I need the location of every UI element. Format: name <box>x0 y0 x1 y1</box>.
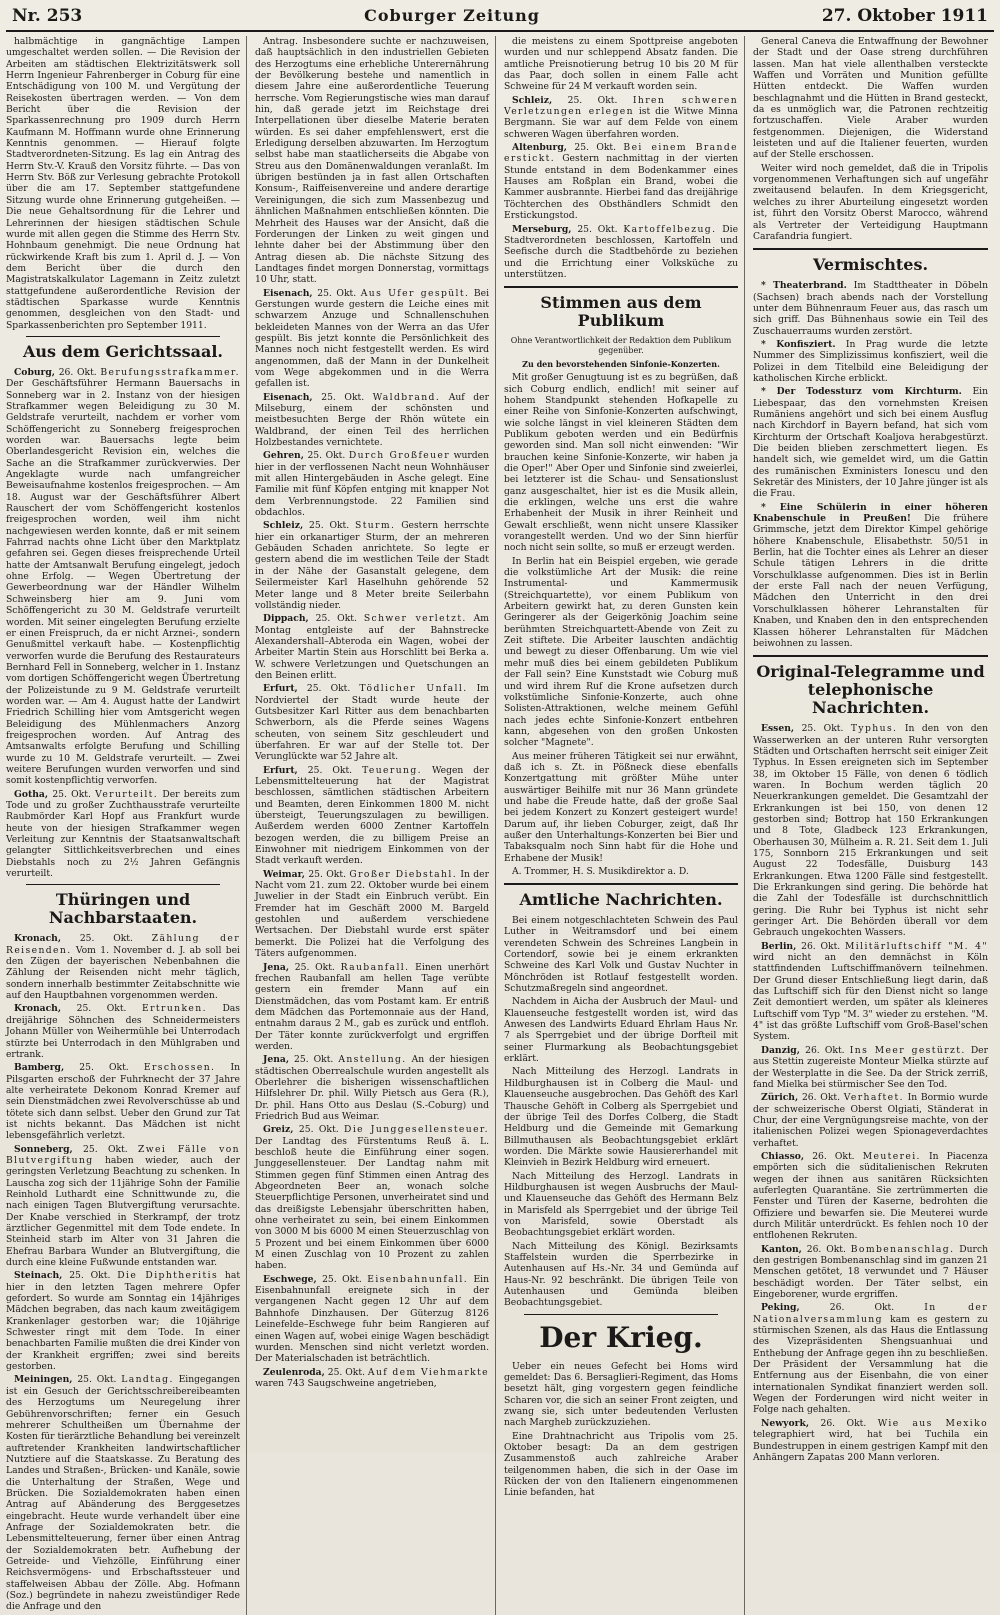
article-dateline: Merseburg, <box>512 223 572 235</box>
war-articles <box>504 1361 738 1499</box>
article <box>6 789 240 880</box>
article-text: In Prag wurde die letzte Nummer des Simplizissimus konfisziert, weil die Polizei in dem Titelbild eine Beleidigung der katholischen Kirche erblickt. <box>753 338 988 384</box>
article-text: Bei Gerstungen wurde gestern die Leiche eines mit schwarzem Anzuge und Schnallenschuhen bekleideten Mannes von der Werra an das Ufer gespült. Bis jetzt konnte die Persönlichkeit des Mannes noch nicht festgestellt werden. Es wird angenommen, daß der Mann in der Dunkelheit vom Wege abgekommen und in die Werra gefallen ist. <box>255 287 490 390</box>
article-date: 25. Okt. <box>79 933 133 945</box>
article-date: 25. Okt. <box>306 683 351 695</box>
regional-articles-continued <box>255 288 489 1390</box>
article-date: 25. Okt. <box>307 450 346 462</box>
article-date: 26. Okt. <box>820 1417 867 1429</box>
article-text: In den von den Wasserwerken an der unteren Ruhr versorgten Städten und Ortschaften herrscht seit einiger Zeit Typhus. In Essen ereigneten sich im September 38, im Oktober 15 Fälle, von denen 6 tödlich waren. In Bochum werden täglich 20 Neuerkrankungen gemeldet. Die Gesamtzahl der Erkrankungen ist bei 150, von denen 12 gestorben sind; Bottrop hat 150 Erkrankungen und 8 Tote, Gladbeck 123 Erkrankungen, Oberhausen 30, Mülheim a. R. 21. Seit dem 1. Juli 175, Sonnborn 215 Erkrankungen und seit August 22 Todesfälle, Duisburg 143 Erkrankungen. Etwa 1200 Fälle sind festgestellt. Die Erkrankungen sind gering. Die behörde hat die Zahl der Todesfälle ist durchschnittlich gering. Die Ruhr bei Typhus ist nicht sehr geringer Art. Die Behörden überall vor dem Gebrauch ungekochten Wassers. <box>753 723 989 939</box>
article-dateline: Danzig, <box>761 1044 800 1056</box>
article-text: Der Landtag des Fürstentums Reuß ä. L. beschloß heute die Einführung einer sogen. Junggesellensteuer. Der Landtag nahm mit Stimmen gegen fünf Stimmen einen Antrag des Abgeordneten Beer an, wonach solche Steuerpflichtige Personen, unverheiratet sind und das dreißigste Lebensjahr überschritten haben, ohne verheiratet zu sein, bei einem Einkommen von 3000 M bis 6000 M einen Steuerzuschlag von 5 Prozent und bei einem Einkommen über 6000 M einen Zuschlag von 10 Prozent zu zahlen haben. <box>255 1135 489 1272</box>
paragraph: Nach Mitteilung des Königl. Bezirksamts Staffelstein wurden die Sperrbezirke in Autenhausen auf Hs.-Nr. 34 und Gemünda auf Haus-Nr. 92 beschränkt. Die übrigen Teile von Autenhausen und Gemünda bleiben Beobachtungsgebiet. <box>504 1240 738 1309</box>
paragraph: Nach Mitteilung des Herzogl. Landrats in Hildburghausen ist in Colberg die Maul- und Klauenseuche ausgebrochen. Das Gehöft des Karl Thausche Gehöft in Colberg als Sperrgebiet und der übrige Teil des Dorfes Colberg, die Stadt Heldburg und die Gemeinde mit Gemarkung Billmuthausen als Beobachtungsgebiet erklärt worden. Die Märkte sowie Hausiererhandel mit Kleinvieh in Bezirk Heldburg wird erneuert. <box>504 1066 738 1169</box>
paragraph: Mit großer Genugtuung ist es zu begrüßen, daß sich Coburg endlich, endlich! mit seiner auf hohem Standpunkt stehenden Hofkapelle zu einer Reihe von Sinfonie-Konzerten aufschwingt, wie solche längst in viel kleineren Städten dem Publikum geboten werden und ein Bedürfnis geworden sind. Man soll nicht einwenden: "Wir brauchen keine Sinfonie-Konzerte, wir haben ja die Oper!" Aber Oper und Sinfonie sind zweierlei, bei letzterer ist die Schau- und Sensationslust ganz ausgeschaltet, hier ist es die Musik allein, die erklingen, welche uns erst die wahre Erhabenheit der Musik in ihrer Reinheit und Gewalt erschließt, wenn nicht unsere Klassiker vorangestellt werden. Und wo der Sinn hierfür noch nicht sein sollte, so muß er erzeugt werden. <box>504 372 738 554</box>
article-dateline: Gotha, <box>14 788 49 800</box>
article-dateline: * Theaterbrand. <box>761 280 847 292</box>
article-keyword: Landtag. <box>121 1374 174 1386</box>
article-text: Gestern nachmittag in der vierten Stunde entstand in dem Bodenkammer eines Hauses am Roßplan ein Brand, wobei die Kammer ausbrannte. Hierbei fand das dreijährige Töchterchen des Obsthändlers Schmidt den Erstickungstod. <box>504 153 738 222</box>
column-3 <box>504 36 745 1615</box>
letter-body <box>504 372 738 864</box>
article-dateline: Sonneberg, <box>14 1143 73 1155</box>
article-date: 26. Okt. <box>806 1243 846 1255</box>
article-dateline: Greiz, <box>263 1124 294 1136</box>
divider <box>26 336 220 337</box>
article-date: 25. Okt. <box>76 1003 127 1015</box>
article-dateline: Gehren, <box>263 450 304 462</box>
article-keyword: Bombenanschlag. <box>850 1243 955 1255</box>
article-date: 25. Okt. <box>574 142 617 154</box>
telegram-articles <box>753 723 988 1463</box>
article <box>255 765 489 867</box>
article <box>255 450 489 518</box>
article-text: Im Stadttheater in Döbeln (Sachsen) brach abends nach der Vorstellung unter dem Bühnenraum Feuer aus, das rasch um sich griff. Das Bühnenhaus sowie ein Teil des Zuschauerraums wurden zerstört. <box>753 280 988 337</box>
article-keyword: Typhus. <box>850 723 898 735</box>
masthead <box>6 6 994 32</box>
article-dateline: Weimar, <box>263 868 305 880</box>
article-keyword: Verurteilt. <box>95 788 159 800</box>
article-text: Durch den gestrigen Bombenanschlag sind im ganzen 21 Menschen getötet, 18 verwundet und 7 Häuser beschädigt worden. Der Täter selbst, ein Eingeborener, wurde ergriffen. <box>753 1243 989 1301</box>
column-1-intro: halbmächtige in gangnächtige Lampen umgeschaltet werden sollen. — Die Revision der Arbeiten am städtischen Elektrizitätswerk soll Herrn Ingenieur Fahrenberger in Coburg für eine Entschädigung von 100 M. und Vergütung der Reisekosten übertragen werden. — Von dem Bericht über die Revision der Sparkassenrechnung pro 1909 durch Herrn Kaufmann M. Hoffmann wurde ohne Erinnerung Kenntnis genommen. — Hierauf folgte Stadtverordneten-Sitzung. Es lag ein Antrag des Herrn Stv.-V. Krauß den Vorsitz führte. — Das von Herrn Stv. Böß zur Verlesung gebrachte Protokoll über die am 17. September stattgefundene Sitzung wurde ohne Erinnerung gutgeheißen. — Die neue Gehaltsordnung für die Lehrer und Lehrerinnen der hiesigen städtischen Schule wurde mit allen gegen die Stimme des Herrn Stv. Hohnbaum genehmigt. Die neue Ordnung hat rückwirkende Kraft bis zum 1. April d. J. — Von dem Bericht über die durch den Magistratskalkulator Lagemann in Zeitz zuletzt stattgefundene außerordentliche Revision der städtischen Sparkasse wurde Kenntnis genommen, desgleichen von den Stadt- und Sparkassenberichten pro September 1911. <box>6 36 240 331</box>
paragraph: In Berlin hat ein Beispiel ergeben, wie gerade die volkstümliche Art der Musik: die reine Instrumental- und Kammermusik (Streichquartette), vor einem Publikum von Arbeitern gewirkt hat, zu deren Gunsten kein Geringerer als der Geigerkönig Joachim seine berühmten Streichquartett-Abende von Zeit zu Zeit stiftete. Die Arbeiter lauschten andächtig und bewegt zu dieser Offenbarung. Um wie viel mehr muß dies bei einem gebildeten Publikum der Fall sein? Eine Kunststadt wie Coburg muß und wird ihrem Ruf die Krone aufsetzen durch volkstümliche Sinfonie-Konzerte, auch ohne Solisten-Attraktionen, welche meinem Gefühl nach jedes echte Sinfonie-Konzert entbehren kann, abgesehen von den großen Unkosten solcher "Magnete". <box>504 555 738 749</box>
divider <box>753 248 988 250</box>
paragraph: Nachdem in Aicha der Ausbruch der Maul- und Klauenseuche festgestellt worden ist, wird das Anwesen des Landwirts Eduard Ehrlam Haus Nr. 7 als Sperrgebiet und der übrige Dorfteil mit seiner Flurmarkung als Beobachtungsgebiet erklärt. <box>504 996 738 1065</box>
article-dateline: Schleiz, <box>263 520 304 532</box>
article-dateline: Coburg, <box>14 366 56 378</box>
article-keyword: Verhaftet. <box>843 1092 904 1104</box>
article-dateline: Zeulenroda, <box>263 1366 325 1378</box>
article-date: 25. Okt. <box>294 961 335 973</box>
article-keyword: Zwei Fälle von Blutvergiftung <box>6 1143 240 1166</box>
section-heading-official: Amtliche Nachrichten. <box>519 890 723 909</box>
section-heading-telegrams: Original-Telegramme und telephonische Nachrichten. <box>756 662 985 718</box>
article-date: 26. Okt. <box>58 366 97 378</box>
article-keyword: Teuerung. <box>362 764 422 776</box>
article-text: Der aus Stettin zugereiste Monteur Mielka stürzte auf der Westerplatte in die See. Da der Strick zerriß, fand Mielka bei stürmischer See den Tod. <box>753 1044 989 1090</box>
article-dateline: Schleiz, <box>512 94 553 106</box>
column-4-intro-2: Weiter wird noch gemeldet, daß die in Tripolis vorgenommenen Verhaftungen sich auf ungefähr zweitausend belaufen. In dem Kriegsgericht, welches zu ihrer Aburteilung eingesetzt worden ist, führt den Vorsitz Oberst Marocco, während als Vertreter der Verteidigung Hauptmann Carafandria fungiert. <box>753 162 988 242</box>
article <box>255 520 489 611</box>
article-text: telegraphiert wird, hat bei Tuchila ein Bundestruppen in einem gestrigen Kampf mit den Anhängern Zapatas 200 Mann verloren. <box>753 1429 988 1463</box>
article <box>753 1302 988 1415</box>
misc-articles <box>753 280 988 649</box>
article-text: In Piacenza empörten sich die süditalienischen Rekruten wegen der ihnen aus sanitären Rücksichten auferlegten Quarantäne. Sie zertrümmerten die Fenster und Türen der Kaserne, bedrohten die Offiziere und bewarfen sie. Die Meuterei wurde durch Militär unterdrückt. Es fehlen noch 10 der entflohenen Rekruten. <box>753 1150 989 1242</box>
article-text: Eingegangen ist ein Gesuch der Gerichtsschreibereibeamten des Herzogtums um Neuregelung ihrer Gebührenvorschriften; ferner ein Gesuch mehrerer Schultheißen um Übernahme der Kosten für tierärztliche Behandlung bei vereinzelt auftretender Krankheiten landwirtschaftlicher Nutztiere auf die Staatskasse. Zu Beratung des Landes und Straßen-, Brücken- und Kanäle, sowie die Unterhaltung der Straßen, Wege und Brücken. Die Sozialdemokraten haben einen Antrag auf Abänderung des Berggesetzes eingebracht. Heute wurde verhandelt über eine Anfrage der Sozialdemokraten betr. die Lebensmittelteuerung, ferner über einen Antrag der Sozialdemokraten betr. Aufhebung der Getreide- und Viehzölle, Einführung einer Reichsvermögens- und Erbschaftssteuer und staffelweisen Abbau der Zölle. Abg. Hofmann (Soz.) begründete in nahezu zweistündiger Rede die Anfrage und den <box>6 1374 240 1613</box>
article <box>255 683 489 762</box>
article-date: 25. Okt. <box>315 613 357 625</box>
article-dateline: Kronach, <box>14 933 62 945</box>
article <box>6 1003 240 1060</box>
article-dateline: Dippach, <box>263 613 309 625</box>
article <box>504 95 738 140</box>
article <box>753 1045 988 1090</box>
letter-signature: A. Trommer, H. S. Musikdirektor a. D. <box>512 866 689 877</box>
article-date: 26. Okt. <box>829 1302 895 1314</box>
article-keyword: Sturm. <box>355 520 396 532</box>
article <box>504 224 738 281</box>
article-text: Wegen der Lebensmittelteuerung hat der Magistrat beschlossen, sämtlichen städtischen Arbeitern und Beamten, deren Einkommen 1800 M. nicht übersteigt, Teuerungszulagen zu bewilligen. Außerdem werden 6000 Zentner Kartoffeln bezogen werden, die zu billigem Preise an Einwohner mit niedrigem Einkommen von der Stadt verkauft werden. <box>255 764 490 867</box>
article <box>255 1124 489 1271</box>
article-keyword: Auf dem Viehmarkte <box>367 1366 490 1378</box>
article-text: In Pilsgarten erschoß der Fuhrknecht der 37 Jahre alte verheiratete Dekonom Konrad Kremer auf sein Dienstmädchen zwei Revolverschüsse ab und tötete sich dann selbst. Ueber den Grund zur Tat ist nichts bekannt. Das Mädchen ist nicht lebensgefährlich verletzt. <box>6 1062 241 1142</box>
article-text: In der Nacht vom 21. zum 22. Oktober wurde bei einem Juwelier in der Stadt ein Einbruch verübt. Ein Fremder hat im Geschäft 2000 M. Bargeld gestohlen und außerdem verschiedene Wertsachen. Der Diebstahl wurde erst später bemerkt. Die Polizei hat die Verfolgung des Täters aufgenommen. <box>255 868 490 960</box>
article-text: Der Geschäftsführer Hermann Bauersachs in Sonneberg war in 2. Instanz von der hiesigen Strafkammer wegen Beleidigung zu 30 M. Geldstrafe verurteilt, nachdem er vorher vom Schöffengericht zu Sonneberg freigesprochen worden war. Bauersachs legte beim Oberlandesgericht Revision ein, welches die Sache an die Strafkammer zurückverwies. Der Angeklagte wurde nach umfangreicher Beweisaufnahme kostenlos freigesprochen. — Am 18. August war der Geschäftsführer Albert Rauschert der vom Schöffengericht kostenlos freigesprochen worden, weil ihm nicht nachgewiesen werden konnte, daß er mit seinem Fahrrad nachts ohne Licht über den Marktplatz gefahren sei. Gegen dieses freisprechende Urteil hatte der Amtsanwalt Berufung eingelegt, jedoch ohne Erfolg. — Wegen Übertretung der Gewerbeordnung war der Händler Wilhelm Schweinsberg hier am 9. Juni vom Schöffengericht zu 30 M. Geldstrafe verurteilt worden. Mit seiner eingelegten Berufung erzielte er einen Freispruch, da er nicht Arznei-, sondern Genußmittel verkauft habe. — Kostenpflichtig verworfen wurde die Berufung des Restaurateurs Bernhard Fell in Sonneberg, welcher in 1. Instanz vom dortigen Schöffengericht wegen Übertretung der Polizeistunde zu 9 M. Geldstrafe verurteilt worden war. — Am 4. August hatte der Landwirt Friedrich Schilling hier vom Amtsgericht wegen Beleidigung des Mühlenmachers Anzorg freigesprochen worden. Auf Antrag des Amtsanwalts erfolgte Berufung und Schilling wurde zu 10 M. Geldstrafe verurteilt. — Zwei weitere Berufungen wurden verworfen und sind somit kostenpflichtig verworfen. <box>6 378 240 787</box>
article-text: Einen unerhört frechen Raubanfall am hellen Tage verübte gestern ein fremder Mann auf ein Dienstmädchen, das vom Postamt kam. Er entriß dem Mädchen das Portemonnaie aus der Hand, entnahm daraus 2 M., gab es zurück und entfloh. Der Täter konnte zurückverfolgt und ergriffen werden. <box>255 961 490 1052</box>
article-text: Am Montag entgleiste auf der Bahnstrecke Alexandershall–Abteroda ein Wagen, wobei der Arbeiter Martin Stein aus Horschlitt bei Berka a. W. schwere Verletzungen und Quetschungen an den Beinen erlitt. <box>255 613 490 681</box>
article <box>255 1054 489 1122</box>
column-2 <box>255 36 496 1615</box>
article <box>6 367 240 787</box>
article-date: 25. Okt. <box>321 391 365 403</box>
article-text: Im Nordviertel der Stadt wurde heute der Gutsbesitzer Karl Ritter aus dem benachbarten Schwerborn, als die Pferde seines Wagens scheuten, von seinem Sitz geschleudert und überfahren. Er war auf der Stelle tot. Der Verunglückte war 52 Jahre alt. <box>255 683 489 763</box>
article-date: 25. Okt. <box>79 1062 129 1074</box>
article-keyword: Ihren schweren Verletzungen erlegen <box>504 94 739 118</box>
official-notices <box>504 915 738 1309</box>
article-dateline: Steinach, <box>14 1270 63 1282</box>
article-keyword: Kartoffelbezug. <box>623 223 717 235</box>
article <box>6 1144 240 1269</box>
article <box>753 941 988 1043</box>
article-keyword: Erschossen. <box>143 1062 216 1074</box>
divider <box>26 884 220 885</box>
article-text: An der hiesigen städtischen Oberrealschule wurden angestellt als Oberlehrer die bisherigen wissenschaftlichen Hilfslehrer Dr. phil. Willy Pietsch aus Gera (R.), Dr. phil. Hans Otto aus Deslau (S.-Coburg) und Friedrich Bud aus Weimar. <box>255 1054 490 1122</box>
article <box>255 1274 489 1365</box>
article-keyword: Großer Diebstahl. <box>349 868 458 880</box>
article-dateline: Meiningen, <box>14 1374 73 1386</box>
article-dateline: * Konfisziert. <box>761 338 836 350</box>
article-keyword: Zählung der Reisenden. <box>6 933 240 956</box>
article-date: 25. Okt. <box>298 1124 339 1136</box>
divider <box>524 1314 718 1315</box>
article-keyword: Raubanfall. <box>340 961 410 973</box>
article <box>6 933 240 1001</box>
article-keyword: Bei einem Brande erstickt. <box>504 142 738 165</box>
article <box>753 386 988 499</box>
paragraph: Bei einem notgeschlachteten Schwein des Paul Luther in Weitramsdorf und bei einem verendeten Schwein des Schreines Langbein in Cortendorf, sowie bei je einem erkrankten Schweine des Karl Volk und Gustav Nuchter in Mönchröden ist Rotlauf festgestellt worden. Schutzmaßregeln sind angeordnet. <box>504 915 738 995</box>
article-date: 25. Okt. <box>69 1270 111 1282</box>
article-dateline: Erfurt, <box>263 764 298 776</box>
article-text: wird nicht an den demnächst in Köln stattfindenden Luftschiffmanövern teilnehmen. Der Grund dieser Entschließung liegt darin, daß das Luftschiff sich für den Dienst nicht so lange Zeit demontiert werden, um später als kleineres Luftschiff vom Typ "M. 3" wieder zu erstehen. "M. 4" ist das größte Luftschiff vom Groß-Basel'schen System. <box>753 952 988 1043</box>
article-text: Die frühere Grimmsche, jetzt dem Direktor Kimpel gehörige höhere Knabenschule, Elisabethstr. 50/51 in Berlin, hat die Tochter eines als Lehrer an dieser Schule tätigen Lehrers in die dritte Vorschulklasse aufgenommen. Dies ist in Berlin der erste Fall nach der neuen Verfügung, Mädchen den Unterricht in den drei Vorschulklassen höherer Lehranstalten für Knaben, und Knaben den in den entsprechenden Klassen höherer Lehranstalten für Mädchen beiwohnen zu lassen. <box>753 513 989 649</box>
article-dateline: Eisenach, <box>263 391 313 403</box>
article-keyword: Militärluftschiff "M. 4" <box>844 940 989 952</box>
disclaimer: Ohne Verantwortlichkeit der Redaktion dem Publikum gegenüber. <box>510 336 732 356</box>
article-dateline: Eschwege, <box>263 1273 317 1285</box>
article <box>6 1270 240 1372</box>
section-heading-misc: Vermischtes. <box>812 255 929 275</box>
article-date: 25. Okt. <box>309 520 350 532</box>
article-keyword: Die Junggesellensteuer. <box>344 1124 490 1136</box>
article-dateline: * Der Todessturz vom Kirchturm. <box>761 386 962 398</box>
article-date: 25. Okt. <box>307 764 353 776</box>
regional-articles-end <box>504 95 738 281</box>
article-dateline: Newyork, <box>761 1417 810 1429</box>
article <box>6 1374 240 1612</box>
article-date: 25. Okt. <box>294 1054 334 1066</box>
article <box>255 1367 489 1390</box>
article-text: Ein Liebespaar, das den vornehmsten Kreisen Rumäniens angehört und sich bei einem Ausflug nach Kirchdorf in Bayern befand, hat sich vom Kirchturm der Ortschaft Koaljova herabgestürzt. Die beiden blieben zerschmettert liegen. Es handelt sich, wie gemeldet wird, um die Gattin des rumänischen Exministers Ionescu und den Sekretär des Ministers, der 10 Jahre jünger ist als die Frau. <box>753 386 989 500</box>
column-4 <box>753 36 994 1615</box>
article-dateline: Bamberg, <box>14 1062 65 1074</box>
article-text: Auf der Milseburg, einem der schönsten und meistbesuchten Berge der Rhön wütete ein Waldbrand, der einen Teil des herrlichen Holzbestandes vernichtete. <box>255 391 490 449</box>
article <box>504 142 738 221</box>
letter-title: Zu den bevorstehenden Sinfonie-Konzerten. <box>522 359 720 370</box>
article-dateline: Erfurt, <box>263 683 298 695</box>
article-keyword: Anstellung. <box>338 1054 407 1066</box>
article-text: Das dreijährige Söhnchen des Schneidermeisters Johann Müller von Weihermühle bei Unterrodach stürzte bei Unterrodach in den Mühlgraben und ertrank. <box>6 1003 240 1060</box>
article-keyword: Eisenbahnunfall. <box>367 1273 469 1285</box>
article-text: waren 743 Saugschweine angetrieben, <box>255 1377 437 1389</box>
article-keyword: Wie aus Mexiko <box>877 1417 989 1429</box>
regional-articles <box>6 933 240 1612</box>
article-date: 25. Okt. <box>577 223 618 235</box>
article-text: ist die Witwe Minna Bergmann. Sie war auf dem Felde von einem schweren Wagen überfahren worden. <box>504 106 739 140</box>
article-keyword: Schwer verletzt. <box>363 613 467 625</box>
article <box>753 1418 988 1463</box>
article-date: 25. Okt. <box>801 723 844 735</box>
article-dateline: Jena, <box>263 961 290 973</box>
article-dateline: Kanton, <box>761 1243 802 1255</box>
article-date: 25. Okt. <box>567 94 618 106</box>
article-text: wurden hier in der verflossenen Nacht neun Wohnhäuser mit allen Hintergebäuden in Asche gelegt. Eine Familie mit fünf Köpfen entging mit knapper Not dem Verbrennungstode. 22 Familien sind obdachlos. <box>255 450 489 519</box>
article-date: 25. Okt. <box>327 1366 365 1378</box>
paper-title: Coburger Zeitung <box>364 6 540 25</box>
article <box>255 392 489 449</box>
article-text: In Bormio wurde der schweizerische Oberst Olgiati, Ständerat in Chur, der eine Vergnügungsreise machte, von der italienischen Polizei wegen Spionageverdachtes verhaftet. <box>753 1092 988 1149</box>
divider <box>504 286 738 288</box>
section-heading-thuringia: Thüringen und Nachbarstaaten. <box>48 890 198 928</box>
paragraph: Ueber ein neues Gefecht bei Homs wird gemeldet: Das 6. Bersaglieri-Regiment, das Homs besetzt hält, ging vorgestern gegen feindliche Scharen vor, die sich an seiner Front zeigten, und zwang sie, sich unter bedeutenden Verlusten nach Margheb zurückzuziehen. <box>504 1360 738 1429</box>
article-dateline: Eisenach, <box>263 287 313 299</box>
article <box>255 869 489 960</box>
article <box>753 502 988 649</box>
article-text: Gestern herrschte hier ein orkanartiger Sturm, der an mehreren Gebäuden Schaden anrichtete. So legte er gestern abend die im westlichen Teile der Stadt in der Nähe der Gasanstalt gelegene, dem Seilermeister Karl Haselhuhn gehörende 52 Meter lange und 8 Meter breite Seilerbahn vollständig nieder. <box>255 520 490 611</box>
article-text: Der bereits zum Tode und zu großer Zuchthausstrafe verurteilte Raubmörder Karl Hopf aus Frankfurt wurde heute von der hiesigen Strafkammer wegen Verleitung zur Kenntnis der Staatsanwaltschaft gelangter Sittlichkeitsverbrechen und eines Diebstahls noch zu 2½ Jahren Gefängnis verurteilt. <box>6 788 240 880</box>
article-date: 25. Okt. <box>52 788 91 800</box>
article-keyword: Tödlicher Unfall. <box>359 683 468 695</box>
article-keyword: Aus Ufer gespült. <box>360 287 470 299</box>
article-date: 26. Okt. <box>801 1092 840 1104</box>
article-date: 26. Okt. <box>805 1044 845 1056</box>
article-dateline: Peking, <box>761 1302 800 1314</box>
paragraph: Eine Drahtnachricht aus Tripolis vom 25. Oktober besagt: Da an dem gestrigen Zusammenstoß auch zahlreiche Araber teilgenommen haben, die sich in der Oase im Rücken der von den Italienern eingenommenen Linie befanden, hat <box>504 1430 738 1499</box>
article <box>753 280 988 337</box>
divider <box>753 655 988 657</box>
article-keyword: Ertrunken. <box>142 1003 207 1015</box>
article <box>753 723 988 939</box>
court-articles <box>6 367 240 879</box>
issue-number: Nr. 253 <box>12 6 83 26</box>
article <box>753 1092 988 1149</box>
article-keyword: Meuterei. <box>862 1150 921 1162</box>
article-dateline: Jena, <box>263 1054 290 1066</box>
article-text: Ein Eisenbahnunfall ereignete sich in der vergangenen Nacht gegen 12 Uhr auf dem Bahnhofe Dinzhausen. Der Güterzug 8126 Leinefelde–Eschwege fuhr beim Rangieren auf einen Wagen auf, wobei einige Wagen beschädigt wurden. Menschen sind nicht verletzt worden. Der Materialschaden ist beträchtlich. <box>255 1273 490 1365</box>
article-dateline: Essen, <box>761 723 795 735</box>
article <box>6 1062 240 1141</box>
article-date: 25. Okt. <box>322 1273 362 1285</box>
article-dateline: Berlin, <box>761 940 797 952</box>
column-1 <box>6 36 247 1615</box>
article-keyword: Die Diphtheritis <box>117 1270 219 1282</box>
article-keyword: Berufungsstrafkammer. <box>100 366 241 378</box>
paragraph: Aus meiner früheren Tätigkeit sei nur erwähnt, daß ich s. Zt. in Pößneck diese ebenfalls Konzertgattung mit größter Mühe unter auswärtiger Beihilfe mit nur 36 Mann gründete und habe die Freude hatte, daß der große Saal bei jedem Konzert zu Konzert gesteigert wurde! Darum auf, ihr lieben Coburger, zeigt, daß Ihr außer den Unterhaltungs-Konzerten bei Bier und Tabaksqualm noch Sinn habt für die Hohe und Erhabene der Musik! <box>504 750 738 864</box>
article <box>255 962 489 1053</box>
column-3-intro: die meistens zu einem Spottpreise angeboten wurden und nur schleppend Absatz fanden. Die amtliche Preisnotierung betrug 10 bis 20 M für das Paar, doch sollen in einem Falle acht Schweine für 24 M verkauft worden sein. <box>504 36 738 93</box>
article-date: 25. Okt. <box>83 1143 128 1155</box>
section-heading-war: Der Krieg. <box>539 1320 703 1354</box>
section-heading-court: Aus dem Gerichtssaal. <box>22 341 223 361</box>
paragraph: Nach Mitteilung des Herzogl. Landrats in Hildburghausen ist wegen Ausbruchs der Maul- und Klauenseuche das Gehöft des Hermann Belz in Marisfeld als Sperrgebiet und der übrige Teil von Marisfeld, sowie Oberstadt als Beobachtungsgebiet erklärt worden. <box>504 1170 738 1239</box>
article-dateline: Zürich, <box>761 1092 799 1104</box>
article <box>255 613 489 681</box>
article-text: hat hier in den letzten Tagen mehrere Opfer gefordert. So wurde am Sonntag ein 14jähriges Mädchen begraben, das nach kaum zweitägigem Krankenlager gestorben war; die 10jährige Schwester ringt mit dem Tode. In einer benachbarten Familie mußten die drei Kinder von der Krankheit ergriffen; zwei sind bereits gestorben. <box>6 1270 241 1373</box>
column-2-intro: Antrag. Insbesondere suchte er nachzuweisen, daß hauptsächlich in den industriellen Gebieten des Herzogtums eine erhebliche Unterernährung der Bevölkerung bestehe und namentlich in diesem Jahre eine außerordentliche Teuerung herrsche. Vom Regierungstische wies man darauf hin, daß gerade jetzt im Reichstage drei Interpellationen über dieselbe Materie beraten würden. Es sei daher empfehlenswert, erst die Erledigung derselben abzuwarten. Im Herzogtum selbst habe man staatlicherseits die Abgabe von Streu aus den Domänenwaldungen veranlaßt. Im übrigen bestünden ja in fast allen Ortschaften Konsum-, Raiffeisenvereine und andere derartige Vereinigungen, die sich zum Massenbezug und ähnlichen Maßnahmen entschließen könnten. Die Mehrheit des Hauses war der Ansicht, daß die Forderungen der Linken zu weit gingen und lehnte daher bei der Abstimmung über den Antrag diesen ab. Die nächste Sitzung des Landtages findet morgen Donnerstag, vormittags 10 Uhr, statt. <box>255 36 489 286</box>
article <box>753 339 988 384</box>
article-date: 25. Okt. <box>317 287 357 299</box>
article-date: 25. Okt. <box>308 868 346 880</box>
article-dateline: * Eine Schülerin in einer höheren Knabenschule in Preußen! <box>753 501 988 525</box>
article-date: 26. Okt. <box>812 1150 855 1162</box>
article-date: 25. Okt. <box>77 1374 117 1386</box>
article-text: haben wieder, auch der geringsten Verletzung Beachtung zu schenken. In Lauscha zog sich der 11jährige Sohn der Familie Reinhold Luthardt eine Schnittwunde zu, die nach einigen Tagen Blutvergiftung verursachte. Der Knabe verschied in Sterkrampf, der trotz ärztlicher Gegenmittel mit dem Tode endete. In Steinheid starb im Alter von 31 Jahren die Ehefrau Barbara Wunder an Blutvergiftung, die durch eine kleine Fußwunde entstanden war. <box>6 1154 241 1269</box>
article-text: kam es gestern zu stürmischen Szenen, als das Haus die Entlassung des Vizepräsidenten Shengsuanhuai und Enthebung der Anfrage gegen ihn zu beschließen. Der Präsident der Versammlung hat die Entfernung aus der Eisenbahn, die von einer internationalen Syndikat finanziert werden soll. Wegen der Forderungen wird nicht weiter in Folge nach gehalten. <box>753 1313 989 1416</box>
article <box>753 1244 988 1301</box>
article-text: Die Stadtverordneten beschlossen, Kartoffeln und Seefische durch die Stadtbehörde zu beziehen und die Errichtung einer Volksküche zu unterstützen. <box>504 223 739 280</box>
article <box>255 288 489 390</box>
section-heading-public-voices: Stimmen aus dem Publikum <box>540 293 702 331</box>
article-dateline: Chiasso, <box>761 1150 805 1162</box>
article-keyword: Waldbrand. <box>372 391 441 403</box>
article-dateline: Altenburg, <box>512 142 567 154</box>
article <box>753 1151 988 1242</box>
divider <box>504 883 738 885</box>
column-4-intro: General Caneva die Entwaffnung der Bewohner der Stadt und der Oase streng durchführen lassen. Man hat viele allenthalben versteckte Waffen und Vorräten und Munition gefüllte Hütten entdeckt. Die Waffen wurden beschlagnahmt und die Hütten in Brand gesteckt, da es unmöglich war, die Patronen rechtzeitig fortzuschaffen. Viele Araber wurden festgenommen. Diejenigen, die Widerstand leisteten und auf die Italiener feuerten, wurden auf der Stelle erschossen. <box>753 36 988 161</box>
article-dateline: Kronach, <box>14 1003 62 1015</box>
article-text: Vom 1. November d. J. ab soll bei den Zügen der bayerischen Nebenbahnen die Zählung der Reisenden nicht mehr täglich, sondern innerhalb bestimmter Zeitabschnitte wie auf den Hauptbahnen vorgenommen werden. <box>6 944 240 1002</box>
article-date: 26. Okt. <box>801 940 841 952</box>
article-keyword: In der Nationalversammlung <box>753 1302 989 1325</box>
article-keyword: Durch Großfeuer <box>348 450 451 462</box>
article-keyword: Ins Meer gestürzt. <box>849 1044 966 1056</box>
issue-date: 27. Oktober 1911 <box>821 6 988 26</box>
